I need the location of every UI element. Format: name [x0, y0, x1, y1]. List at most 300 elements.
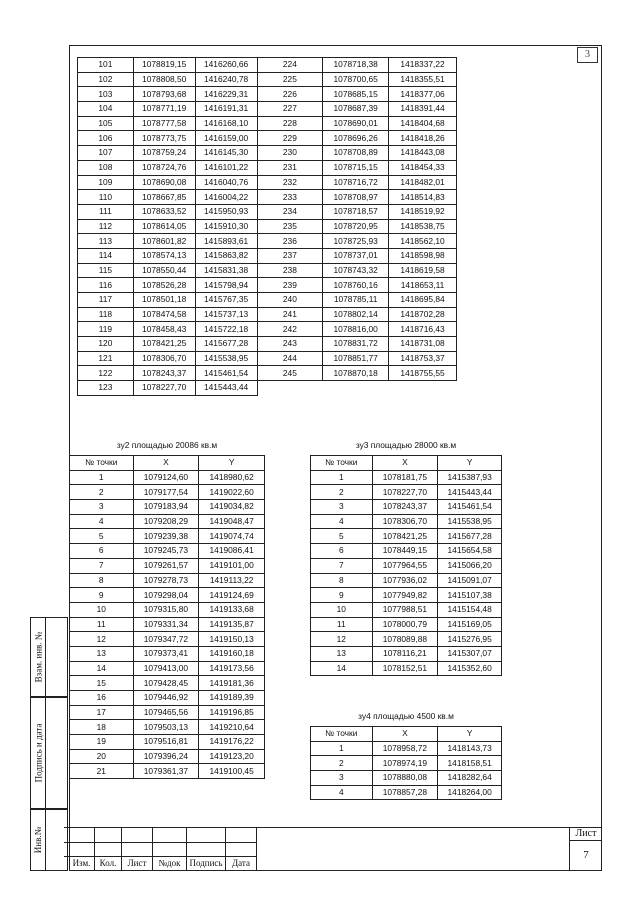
point-number: 117: [78, 293, 134, 308]
point-number: 9: [311, 588, 373, 603]
x-coordinate: 1078601,82: [133, 234, 195, 249]
table-row: [78, 248, 457, 263]
y-coordinate: 1418716,43: [389, 322, 457, 337]
stamp-kol: Кол.: [99, 858, 117, 868]
point-number: 2: [311, 756, 373, 771]
point-number: 15: [70, 676, 134, 691]
table-row: [311, 602, 502, 617]
x-coordinate: 1077964,55: [372, 558, 438, 573]
table-row: [70, 764, 265, 779]
y-coordinate: 1415154,48: [438, 602, 502, 617]
point-number: 108: [78, 160, 134, 175]
y-coordinate: 1416159,00: [195, 131, 257, 146]
x-coordinate: 1078718,38: [323, 58, 389, 73]
sheet-number: 7: [583, 849, 589, 861]
table-row: [70, 529, 265, 544]
point-number: 244: [257, 351, 323, 366]
point-number: 10: [70, 602, 134, 617]
table-row: [78, 72, 457, 87]
point-number: 227: [257, 102, 323, 117]
y-coordinate: 1415461,54: [195, 366, 257, 381]
table-row: [78, 131, 457, 146]
y-coordinate: 1416101,22: [195, 160, 257, 175]
x-coordinate: 1078000,79: [372, 617, 438, 632]
y-coordinate: 1418598,98: [389, 248, 457, 263]
table-header-row: [70, 456, 265, 471]
y-coordinate: 1415831,38: [195, 263, 257, 278]
point-number: 1: [311, 741, 373, 756]
table-row: [70, 705, 265, 720]
x-coordinate: 1079208,29: [133, 514, 199, 529]
y-coordinate: 1416229,31: [195, 87, 257, 102]
x-coordinate: 1077988,51: [372, 602, 438, 617]
table-row: [78, 175, 457, 190]
x-coordinate: 1078737,01: [323, 248, 389, 263]
y-coordinate: 1415276,95: [438, 632, 502, 647]
y-coordinate: 1415169,05: [438, 617, 502, 632]
table-row: [70, 485, 265, 500]
point-number: 105: [78, 116, 134, 131]
table-row: [311, 470, 502, 485]
y-coordinate: 1415893,61: [195, 234, 257, 249]
y-coordinate: 1419100,45: [199, 764, 265, 779]
x-coordinate: 1078550,44: [133, 263, 195, 278]
table-row: [311, 500, 502, 515]
zu3-caption: зу3 площадью 28000 кв.м: [355, 440, 457, 450]
side-label-podpis: Подпись и дата: [33, 723, 43, 783]
point-number: 110: [78, 190, 134, 205]
y-coordinate: 1419173,56: [199, 661, 265, 676]
y-coordinate: 1415767,35: [195, 293, 257, 308]
y-coordinate: 1418391,44: [389, 102, 457, 117]
table-row: [70, 573, 265, 588]
point-number: 225: [257, 72, 323, 87]
x-coordinate: 1078227,70: [372, 485, 438, 500]
sheet-label: Лист: [575, 828, 597, 839]
x-coordinate: 1079261,57: [133, 558, 199, 573]
point-number: 2: [70, 485, 134, 500]
x-coordinate: 1078777,58: [133, 116, 195, 131]
x-coordinate: 1077936,02: [372, 573, 438, 588]
y-coordinate: 1416040,76: [195, 175, 257, 190]
point-number: 18: [70, 720, 134, 735]
point-number: 11: [311, 617, 373, 632]
x-coordinate: 1078743,32: [323, 263, 389, 278]
table-row: [78, 160, 457, 175]
x-coordinate: 1078759,24: [133, 146, 195, 161]
y-coordinate: 1418143,73: [438, 741, 502, 756]
y-coordinate: 1416240,78: [195, 72, 257, 87]
x-coordinate: 1078421,25: [372, 529, 438, 544]
y-coordinate: 1416191,31: [195, 102, 257, 117]
x-coordinate: 1078958,72: [372, 741, 438, 756]
table-row: [78, 219, 457, 234]
y-coordinate: 1415722,18: [195, 322, 257, 337]
point-number: 236: [257, 234, 323, 249]
point-number: 8: [311, 573, 373, 588]
table-row: [78, 351, 457, 366]
x-coordinate: 1078771,19: [133, 102, 195, 117]
x-coordinate: 1079361,37: [133, 764, 199, 779]
zu3-coordinates-table: [310, 455, 502, 676]
point-number: 7: [311, 558, 373, 573]
y-coordinate: 1415798,94: [195, 278, 257, 293]
header-point: № точки: [311, 456, 373, 471]
point-number: 242: [257, 322, 323, 337]
table-row: [311, 544, 502, 559]
point-number: 237: [257, 248, 323, 263]
y-coordinate: 1415538,95: [438, 514, 502, 529]
y-coordinate: 1415538,95: [195, 351, 257, 366]
point-number: 1: [70, 470, 134, 485]
point-number: 226: [257, 87, 323, 102]
point-number: 4: [70, 514, 134, 529]
table-row: [78, 87, 457, 102]
zu2-caption: зу2 площадью 20086 кв.м: [116, 440, 218, 450]
table-row: [78, 322, 457, 337]
x-coordinate: 1078793,68: [133, 87, 195, 102]
y-coordinate: 1418443,08: [389, 146, 457, 161]
x-coordinate: 1079177,54: [133, 485, 199, 500]
point-number: 116: [78, 278, 134, 293]
x-coordinate: 1078690,01: [323, 116, 389, 131]
y-coordinate: 1415307,07: [438, 646, 502, 661]
table-row: [78, 366, 457, 381]
side-stamp-inventory: [30, 809, 68, 871]
y-coordinate: 1418377,06: [389, 87, 457, 102]
table-row: [70, 632, 265, 647]
table-row: [70, 749, 265, 764]
y-coordinate: 1418562,10: [389, 234, 457, 249]
y-coordinate: 1418653,11: [389, 278, 457, 293]
x-coordinate: 1078526,28: [133, 278, 195, 293]
point-number: 2: [311, 485, 373, 500]
point-number: 243: [257, 337, 323, 352]
y-coordinate: 1415654,58: [438, 544, 502, 559]
y-coordinate: 1415863,82: [195, 248, 257, 263]
x-coordinate: 1078181,75: [372, 470, 438, 485]
point-number: 102: [78, 72, 134, 87]
side-label-vzam: Взам. инв. №: [33, 631, 43, 683]
point-number: 21: [70, 764, 134, 779]
table-row: [311, 617, 502, 632]
side-stamp-replacement: [30, 617, 68, 697]
x-coordinate: 1078880,08: [372, 771, 438, 786]
y-coordinate: 1415950,93: [195, 204, 257, 219]
table-row: [78, 146, 457, 161]
point-number: 232: [257, 175, 323, 190]
point-number: 239: [257, 278, 323, 293]
y-coordinate: 1418619,58: [389, 263, 457, 278]
table-row: [70, 720, 265, 735]
side-label-inv: Инв.№: [33, 826, 43, 854]
y-coordinate: 1418702,28: [389, 307, 457, 322]
point-number: 14: [311, 661, 373, 676]
header-x: X: [133, 456, 199, 471]
table-row: [78, 116, 457, 131]
x-coordinate: 1078974,19: [372, 756, 438, 771]
x-coordinate: 1078667,85: [133, 190, 195, 205]
x-coordinate: 1079465,56: [133, 705, 199, 720]
x-coordinate: 1079428,45: [133, 676, 199, 691]
x-coordinate: 1079396,24: [133, 749, 199, 764]
y-coordinate: 1419196,85: [199, 705, 265, 720]
table-row: [70, 617, 265, 632]
x-coordinate: 1078851,77: [323, 351, 389, 366]
point-number: 106: [78, 131, 134, 146]
header-y: Y: [199, 456, 265, 471]
table-row: [70, 691, 265, 706]
table-row: [311, 785, 502, 800]
table-row: [311, 514, 502, 529]
point-number: 235: [257, 219, 323, 234]
y-coordinate: 1418514,83: [389, 190, 457, 205]
x-coordinate: 1079347,72: [133, 632, 199, 647]
x-coordinate: 1078227,70: [133, 381, 195, 396]
x-coordinate: 1078474,58: [133, 307, 195, 322]
y-coordinate: 1419086,41: [199, 544, 265, 559]
x-coordinate: 1079503,13: [133, 720, 199, 735]
x-coordinate: 1079315,80: [133, 602, 199, 617]
table-header-row: [311, 456, 502, 471]
coordinates-table-continued: [77, 57, 457, 396]
x-coordinate: 1078773,75: [133, 131, 195, 146]
y-coordinate: 1418980,62: [199, 470, 265, 485]
y-coordinate: 1418418,26: [389, 131, 457, 146]
x-coordinate: 1078243,37: [133, 366, 195, 381]
point-number: 19: [70, 735, 134, 750]
y-coordinate: 1418454,33: [389, 160, 457, 175]
y-coordinate: 1416004,22: [195, 190, 257, 205]
point-number: 13: [311, 646, 373, 661]
y-coordinate: 1419135,87: [199, 617, 265, 632]
zu2-coordinates-table: [69, 455, 265, 779]
point-number: 121: [78, 351, 134, 366]
point-number: 231: [257, 160, 323, 175]
point-number: 103: [78, 87, 134, 102]
x-coordinate: 1078708,89: [323, 146, 389, 161]
point-number: 238: [257, 263, 323, 278]
x-coordinate: 1078116,21: [372, 646, 438, 661]
x-coordinate: 1078816,00: [323, 322, 389, 337]
point-number: 12: [70, 632, 134, 647]
table-row: [70, 544, 265, 559]
x-coordinate: 1079516,81: [133, 735, 199, 750]
x-coordinate: 1078449,15: [372, 544, 438, 559]
point-number: 4: [311, 514, 373, 529]
point-number: 9: [70, 588, 134, 603]
table-row: [311, 529, 502, 544]
table-row: [70, 676, 265, 691]
x-coordinate: 1078700,65: [323, 72, 389, 87]
x-coordinate: 1078687,39: [323, 102, 389, 117]
y-coordinate: 1415443,44: [438, 485, 502, 500]
point-number: 10: [311, 602, 373, 617]
x-coordinate: 1078715,15: [323, 160, 389, 175]
point-number: 8: [70, 573, 134, 588]
x-coordinate: 1079298,04: [133, 588, 199, 603]
stamp-podpis: Подпись: [189, 858, 223, 868]
point-number: 234: [257, 204, 323, 219]
point-number: 4: [311, 785, 373, 800]
table-row: [311, 558, 502, 573]
table-row: [311, 646, 502, 661]
y-coordinate: 1415461,54: [438, 500, 502, 515]
x-coordinate: 1078720,95: [323, 219, 389, 234]
point-number: 241: [257, 307, 323, 322]
y-coordinate: 1415387,93: [438, 470, 502, 485]
table-header-row: [311, 727, 502, 742]
table-row: [78, 102, 457, 117]
x-coordinate: 1078716,72: [323, 175, 389, 190]
point-number: 16: [70, 691, 134, 706]
y-coordinate: 1418404,68: [389, 116, 457, 131]
table-row: [78, 293, 457, 308]
header-y: Y: [438, 727, 502, 742]
table-row: [78, 190, 457, 205]
table-row: [311, 741, 502, 756]
y-coordinate: 1418337,22: [389, 58, 457, 73]
x-coordinate: 1078708,97: [323, 190, 389, 205]
x-coordinate: 1078458,43: [133, 322, 195, 337]
y-coordinate: 1415677,28: [195, 337, 257, 352]
y-coordinate: 1419210,64: [199, 720, 265, 735]
y-coordinate: 1419133,68: [199, 602, 265, 617]
x-coordinate: 1078690,08: [133, 175, 195, 190]
x-coordinate: 1078718,57: [323, 204, 389, 219]
table-row: [78, 58, 457, 73]
y-coordinate: 1415443,44: [195, 381, 257, 396]
point-number: 228: [257, 116, 323, 131]
point-number: 245: [257, 366, 323, 381]
y-coordinate: 1418482,01: [389, 175, 457, 190]
x-coordinate: 1078696,26: [323, 131, 389, 146]
point-number: 1: [311, 470, 373, 485]
x-coordinate: 1078870,18: [323, 366, 389, 381]
stamp-data: Дата: [232, 858, 250, 868]
header-x: X: [372, 727, 438, 742]
x-coordinate: 1079183,94: [133, 500, 199, 515]
point-number: 113: [78, 234, 134, 249]
x-coordinate: 1078501,18: [133, 293, 195, 308]
y-coordinate: 1415737,13: [195, 307, 257, 322]
x-coordinate: 1078306,70: [372, 514, 438, 529]
x-coordinate: 1079245,73: [133, 544, 199, 559]
x-coordinate: 1078785,11: [323, 293, 389, 308]
y-coordinate: 1415066,20: [438, 558, 502, 573]
point-number: 6: [311, 544, 373, 559]
x-coordinate: 1078243,37: [372, 500, 438, 515]
y-coordinate: 1415352,60: [438, 661, 502, 676]
point-number: 119: [78, 322, 134, 337]
point-number: 114: [78, 248, 134, 263]
y-coordinate: 1418519,92: [389, 204, 457, 219]
table-row: [70, 602, 265, 617]
y-coordinate: 1418158,51: [438, 756, 502, 771]
table-row: [78, 337, 457, 352]
y-coordinate: 1415091,07: [438, 573, 502, 588]
zu4-caption: зу4 площадью 4500 кв.м: [358, 711, 454, 721]
y-coordinate: 1419181,36: [199, 676, 265, 691]
table-row: [70, 661, 265, 676]
point-number: 14: [70, 661, 134, 676]
table-row: [70, 470, 265, 485]
header-point: № точки: [311, 727, 373, 742]
stamp-ndok: №док: [158, 858, 181, 868]
point-number: 109: [78, 175, 134, 190]
y-coordinate: 1418355,51: [389, 72, 457, 87]
y-coordinate: 1419160,18: [199, 646, 265, 661]
y-coordinate: 1419123,20: [199, 749, 265, 764]
point-number: 5: [311, 529, 373, 544]
y-coordinate: 1418538,75: [389, 219, 457, 234]
point-number: 112: [78, 219, 134, 234]
y-coordinate: 1415677,28: [438, 529, 502, 544]
y-coordinate: 1419150,13: [199, 632, 265, 647]
title-block: [64, 827, 602, 871]
point-number: 115: [78, 263, 134, 278]
y-coordinate: 1419189,39: [199, 691, 265, 706]
y-coordinate: 1419034,82: [199, 500, 265, 515]
point-number: 230: [257, 146, 323, 161]
header-point: № точки: [70, 456, 134, 471]
table-row: [78, 278, 457, 293]
point-number: 17: [70, 705, 134, 720]
y-coordinate: 1416260,66: [195, 58, 257, 73]
table-row: [311, 485, 502, 500]
x-coordinate: 1079124,60: [133, 470, 199, 485]
stamp-list: Лист: [127, 858, 147, 868]
table-row: [70, 588, 265, 603]
x-coordinate: 1078724,76: [133, 160, 195, 175]
y-coordinate: 1415107,38: [438, 588, 502, 603]
table-row: [70, 646, 265, 661]
table-row: [70, 500, 265, 515]
x-coordinate: 1079331,34: [133, 617, 199, 632]
table-row: [311, 632, 502, 647]
point-number: 7: [70, 558, 134, 573]
y-coordinate: 1418282,64: [438, 771, 502, 786]
point-number: 224: [257, 58, 323, 73]
y-coordinate: 1415910,30: [195, 219, 257, 234]
y-coordinate: 1418731,08: [389, 337, 457, 352]
table-row: [78, 307, 457, 322]
x-coordinate: 1078421,25: [133, 337, 195, 352]
header-y: Y: [438, 456, 502, 471]
point-number: 104: [78, 102, 134, 117]
stamp-izm: Изм.: [72, 858, 91, 868]
point-number: 118: [78, 307, 134, 322]
x-coordinate: 1079239,38: [133, 529, 199, 544]
point-number: 5: [70, 529, 134, 544]
table-row: [70, 558, 265, 573]
y-coordinate: 1419101,00: [199, 558, 265, 573]
y-coordinate: 1418264,00: [438, 785, 502, 800]
point-number: 101: [78, 58, 134, 73]
x-coordinate: 1078808,50: [133, 72, 195, 87]
table-row: [311, 588, 502, 603]
x-coordinate: 1078614,05: [133, 219, 195, 234]
point-number: 229: [257, 131, 323, 146]
y-coordinate: 1419113,22: [199, 573, 265, 588]
x-coordinate: 1078857,28: [372, 785, 438, 800]
x-coordinate: 1078819,15: [133, 58, 195, 73]
table-row: [78, 204, 457, 219]
x-coordinate: 1078306,70: [133, 351, 195, 366]
x-coordinate: 1078152,51: [372, 661, 438, 676]
point-number: 11: [70, 617, 134, 632]
x-coordinate: 1078802,14: [323, 307, 389, 322]
